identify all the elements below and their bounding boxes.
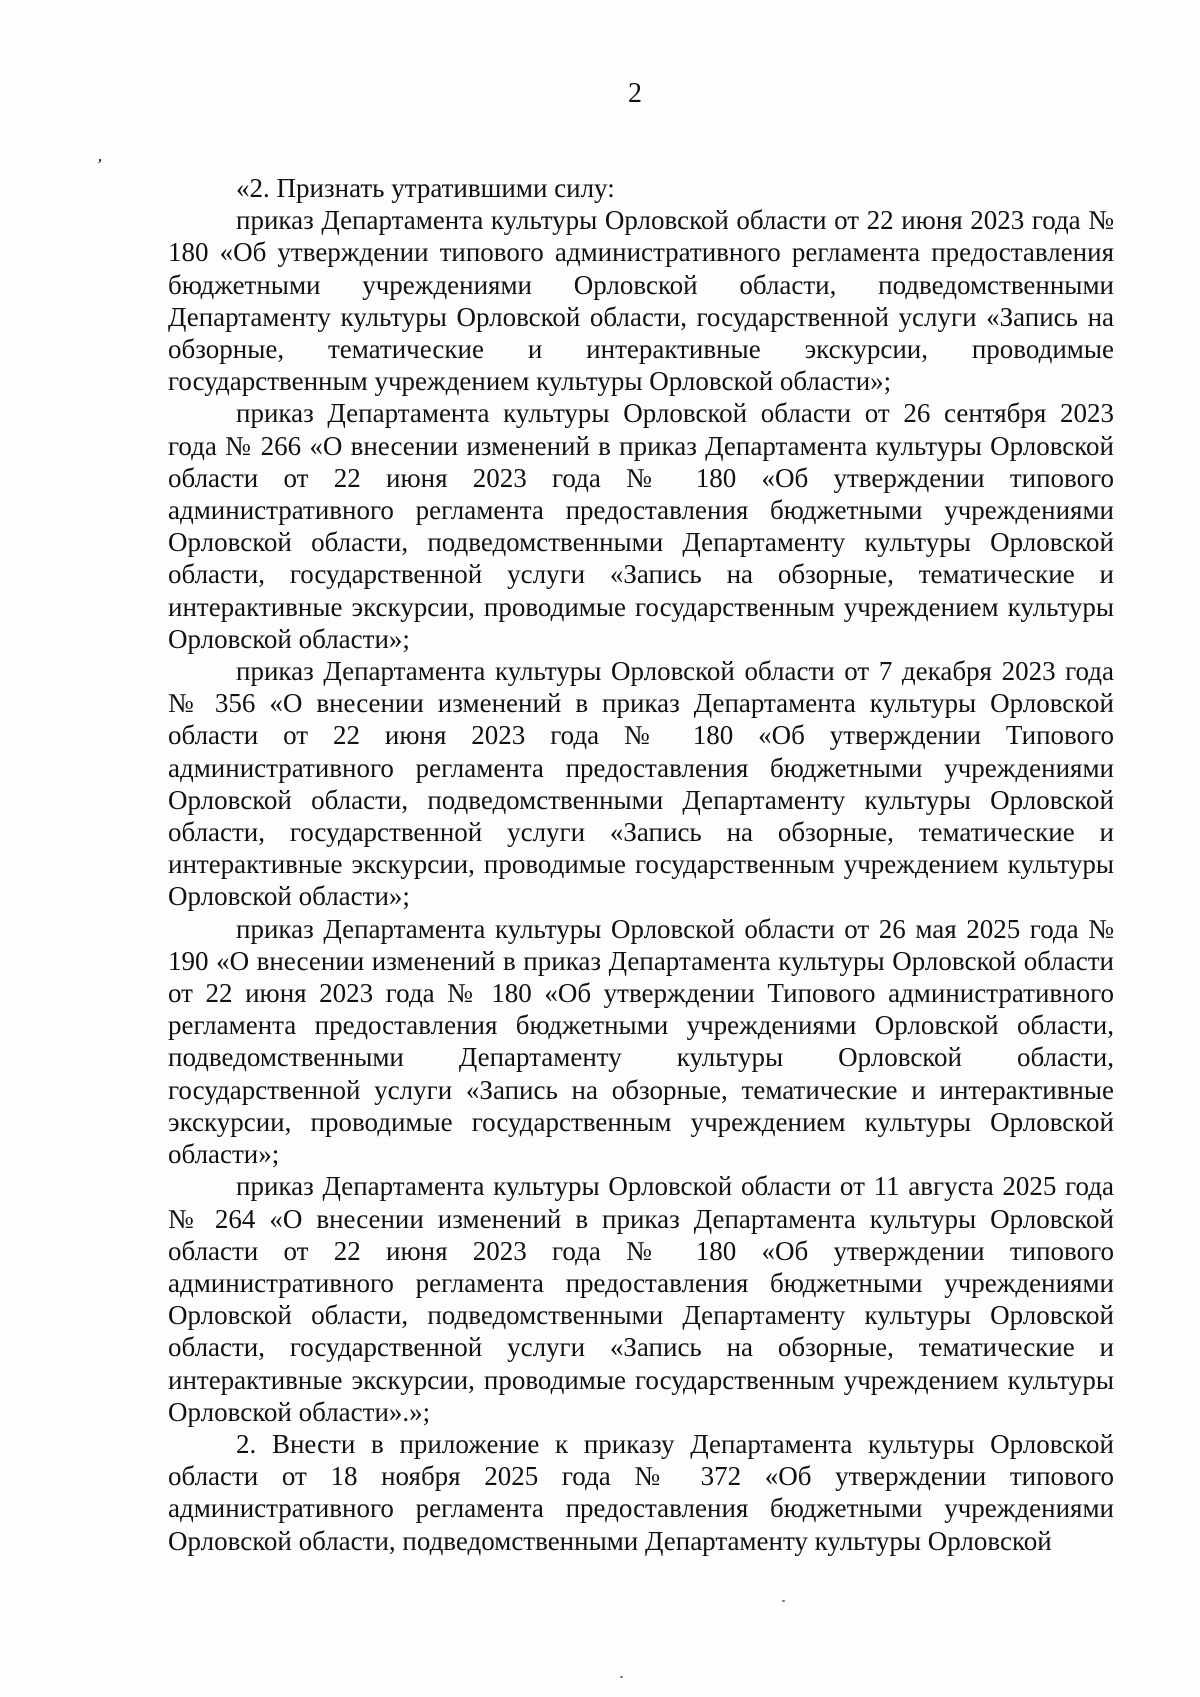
scan-speck [620,1676,623,1678]
margin-mark: ‚ [95,144,107,166]
paragraph-item-2-heading: «2. Признать утратившими силу: [236,173,615,203]
document-body [168,172,1114,1557]
page-number: 2 [628,78,642,109]
paragraph-order-190: приказ Департамента культуры Орловской области от 26 мая 2025 года № 190 «О внесении изменений в приказ Департамента культуры Орловской области от 22 июня 2023 года № 180 «Об утверждении Типового административного регламента предоставления бюджетными учреждениями Орловской области, подведомственными Департаменту культуры Орловской области, государственной услуги «Запись на обзорные, тематические и интерактивные экскурсии, проводимые государственным учреждением культуры Орловской области»; [168,913,1114,1170]
paragraph-order-356: приказ Департамента культуры Орловской области от 7 декабря 2023 года № 356 «О внесении изменений в приказ Департамента культуры Орловской области от 22 июня 2023 года № 180 «Об утверждении Типового административного регламента предоставления бюджетными учреждениями Орловской области, подведомственными Департаменту культуры Орловской области, государственной услуги «Запись на обзорные, тематические и интерактивные экскурсии, проводимые государственным учреждением культуры Орловской области»; [168,656,1114,912]
paragraph-order-264: приказ Департамента культуры Орловской области от 11 августа 2025 года № 264 «О внесении изменений в приказ Департамента культуры Орловской области от 22 июня 2023 года № 180 «Об утверждении типового административного регламента предоставления бюджетными учреждениями Орловской области, подведомственными Департаменту культуры Орловской области, государственной услуги «Запись на обзорные, тематические и интерактивные экскурсии, проводимые государственным учреждением культуры Орловской области».»; [168,1171,1114,1427]
scan-speck [782,1600,785,1602]
paragraph-order-266: приказ Департамента культуры Орловской области от 26 сентября 2023 года № 266 «О внесении изменений в приказ Департамента культуры Орловской области от 22 июня 2023 года № 180 «Об утверждении типового административного регламента предоставления бюджетными учреждениями Орловской области, подведомственными Департаменту культуры Орловской области, государственной услуги «Запись на обзорные, тематические и интерактивные экскурсии, проводимые государственным учреждением культуры Орловской области»; [168,398,1114,654]
paragraph-order-180: приказ Департамента культуры Орловской области от 22 июня 2023 года № 180 «Об утверждении типового административного регламента предоставления бюджетными учреждениями Орловской области, подведомственными Департаменту культуры Орловской области, государственной услуги «Запись на обзорные, тематические и интерактивные экскурсии, проводимые государственным учреждением культуры Орловской области»; [168,205,1114,397]
paragraph-item-2-amendment: 2. Внести в приложение к приказу Департамента культуры Орловской области от 18 ноября 2025 года № 372 «Об утверждении типового административного регламента предоставления бюджетными учреждениями Орловской области, подведомственными Департаменту культуры Орловской [168,1428,1114,1556]
